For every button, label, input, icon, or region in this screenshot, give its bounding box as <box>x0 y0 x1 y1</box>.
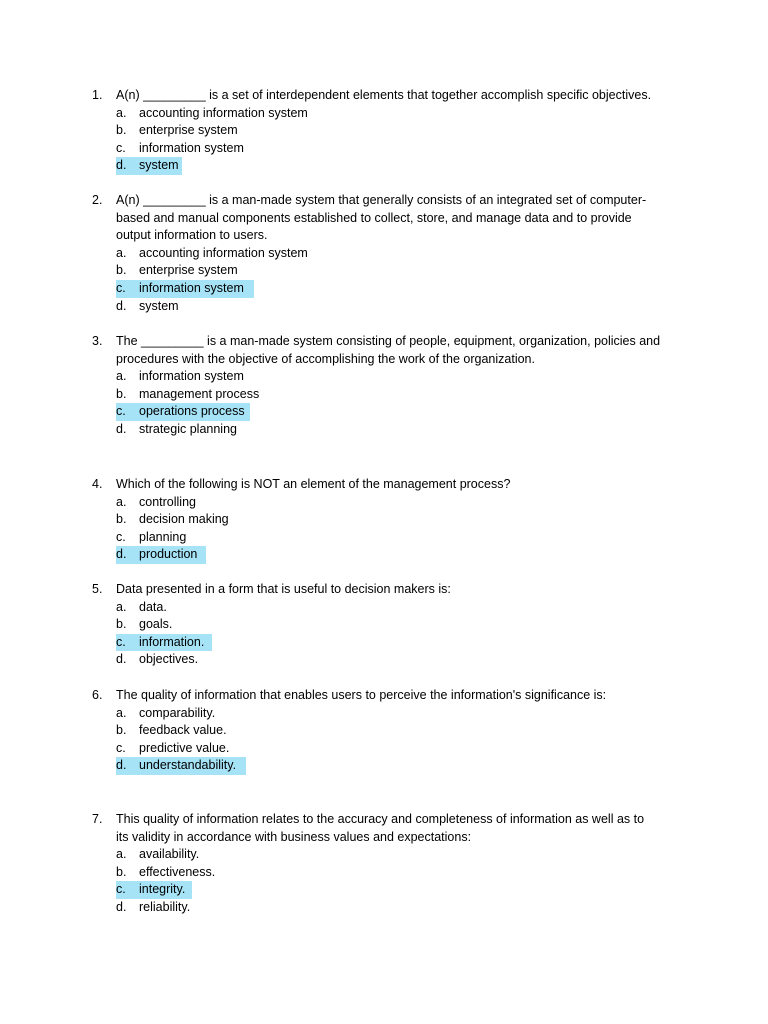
option-text: controlling <box>139 494 196 509</box>
option-text: decision making <box>139 512 229 527</box>
option-letter: c. <box>116 740 126 755</box>
option-text: integrity. <box>139 882 186 897</box>
option-text: data. <box>139 599 167 614</box>
option-text: effectiveness. <box>139 864 216 879</box>
question-text: The _________ is a man-made system consisting of people, equipment, organization, policies and <box>116 334 661 348</box>
option-text: predictive value. <box>139 740 230 755</box>
option-letter: b. <box>116 617 127 632</box>
question-text: output information to users. <box>116 228 268 243</box>
question-number: 6. <box>92 688 103 702</box>
option-text: understandability. <box>139 758 237 773</box>
option-letter: b. <box>116 386 127 401</box>
question-7 <box>92 811 692 917</box>
question-number: 3. <box>92 334 103 348</box>
option-text: comparability. <box>139 705 216 720</box>
question-4 <box>92 476 692 564</box>
option-letter: a. <box>116 494 127 509</box>
option-d-answer-highlight <box>116 157 182 175</box>
option-letter: a. <box>116 105 127 120</box>
option-c-answer-highlight <box>116 634 212 652</box>
question-text: A(n) _________ is a man-made system that generally consists of an integrated set of computer- <box>116 193 647 207</box>
option-letter: c. <box>116 529 126 544</box>
question-number: 1. <box>92 88 103 102</box>
question-number: 4. <box>92 477 103 491</box>
option-letter: b. <box>116 723 127 738</box>
option-letter: a. <box>116 847 127 862</box>
option-letter: a. <box>116 245 127 260</box>
option-text: availability. <box>139 847 200 862</box>
option-text: information system <box>139 280 244 295</box>
option-letter: c. <box>116 882 126 897</box>
option-letter: b. <box>116 864 127 879</box>
option-text: operations process <box>139 404 245 419</box>
option-text: enterprise system <box>139 123 238 138</box>
option-letter: c. <box>116 140 126 155</box>
question-6 <box>92 687 692 775</box>
option-letter: b. <box>116 123 127 138</box>
question-3 <box>92 333 692 439</box>
option-letter: a. <box>116 369 127 384</box>
option-letter: b. <box>116 512 127 527</box>
question-text: A(n) _________ is a set of interdependent elements that together accomplish specific objectives. <box>116 88 652 102</box>
option-text: strategic planning <box>139 421 237 436</box>
option-text: information. <box>139 634 205 649</box>
option-letter: c. <box>116 634 126 649</box>
option-c-answer-highlight <box>116 403 250 421</box>
question-5 <box>92 581 692 669</box>
option-text: reliability. <box>139 899 191 914</box>
question-2 <box>92 192 692 315</box>
option-text: system <box>139 158 179 173</box>
option-c-answer-highlight <box>116 280 254 298</box>
option-text: objectives. <box>139 652 199 667</box>
option-letter: d. <box>116 298 127 313</box>
option-text: enterprise system <box>139 263 238 278</box>
question-text: Data presented in a form that is useful to decision makers is: <box>116 582 451 596</box>
option-text: accounting information system <box>139 105 308 120</box>
question-text: The quality of information that enables users to perceive the information's significance is: <box>116 688 607 702</box>
option-d-answer-highlight <box>116 757 246 775</box>
option-text: goals. <box>139 617 173 632</box>
question-text: based and manual components established to collect, store, and manage data and to provide <box>116 210 632 225</box>
option-letter: d. <box>116 158 127 173</box>
option-text: information system <box>139 140 244 155</box>
option-letter: c. <box>116 280 126 295</box>
option-letter: d. <box>116 652 127 667</box>
option-letter: d. <box>116 421 127 436</box>
option-letter: a. <box>116 705 127 720</box>
option-letter: c. <box>116 404 126 419</box>
question-number: 5. <box>92 582 103 596</box>
question-1 <box>92 87 692 175</box>
option-letter: d. <box>116 547 127 562</box>
option-text: accounting information system <box>139 245 308 260</box>
question-text: Which of the following is NOT an element of the management process? <box>116 477 511 491</box>
option-text: information system <box>139 369 244 384</box>
question-number: 7. <box>92 812 103 826</box>
option-text: planning <box>139 529 187 544</box>
option-text: management process <box>139 386 260 401</box>
option-letter: d. <box>116 899 127 914</box>
option-text: system <box>139 298 179 313</box>
question-text: This quality of information relates to the accuracy and completeness of information as well as to <box>116 812 645 826</box>
option-c-answer-highlight <box>116 881 192 899</box>
question-text: its validity in accordance with business values and expectations: <box>116 829 472 844</box>
option-letter: b. <box>116 263 127 278</box>
option-letter: a. <box>116 599 127 614</box>
option-text: feedback value. <box>139 723 227 738</box>
question-text: procedures with the objective of accomplishing the work of the organization. <box>116 351 535 366</box>
question-number: 2. <box>92 193 103 207</box>
option-d-answer-highlight <box>116 546 206 564</box>
option-letter: d. <box>116 758 127 773</box>
option-text: production <box>139 547 198 562</box>
